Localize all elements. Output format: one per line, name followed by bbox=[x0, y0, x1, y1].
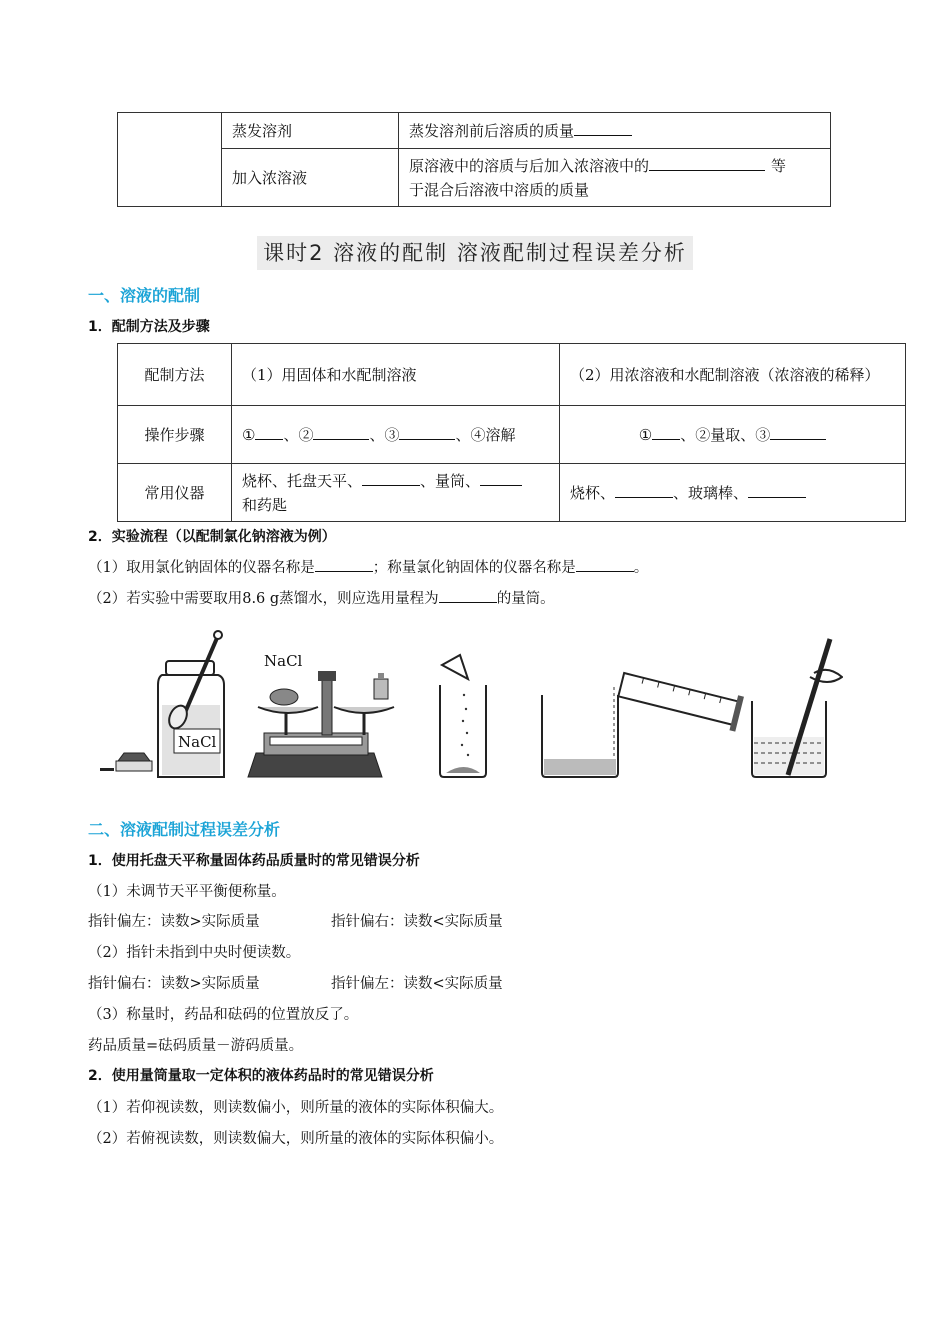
question-text: 。 bbox=[633, 560, 649, 576]
answer-blank[interactable] bbox=[362, 471, 420, 486]
row-label: 常用仪器 bbox=[118, 464, 232, 522]
answer-blank[interactable] bbox=[255, 425, 283, 440]
cell-text: 和药匙 bbox=[242, 495, 288, 514]
cell-text: 、②量取、③ bbox=[680, 425, 771, 444]
text-line: （2）指针未指到中央时便读数。 bbox=[88, 945, 301, 961]
stirring-beaker-icon bbox=[752, 639, 842, 777]
subheading: 2．使用量筒量取一定体积的液体药品时的常见错误分析 bbox=[88, 1068, 434, 1084]
cell-text: 烧杯、 bbox=[570, 483, 616, 502]
text-line: （1）未调节天平平衡便称量。 bbox=[88, 884, 286, 900]
answer-blank[interactable] bbox=[652, 425, 680, 440]
reagent-jar-icon bbox=[100, 631, 224, 777]
desc-text: 原溶液中的溶质与后加入浓溶液中的 bbox=[409, 156, 650, 175]
answer-blank[interactable] bbox=[480, 471, 522, 486]
answer-blank[interactable] bbox=[574, 121, 632, 136]
desc-cell bbox=[399, 113, 831, 149]
subheading: 2．实验流程（以配制氯化钠溶液为例） bbox=[88, 529, 336, 545]
text-line: 药品质量=砝码质量－游码质量。 bbox=[88, 1038, 304, 1054]
row-label: 操作步骤 bbox=[118, 406, 232, 464]
answer-blank[interactable] bbox=[399, 425, 455, 440]
question-1 bbox=[88, 556, 648, 577]
cell-text: 、② bbox=[283, 425, 314, 444]
subheading: 1．使用托盘天平称量固体药品质量时的常见错误分析 bbox=[88, 853, 420, 869]
table-cell: （1）用固体和水配制溶液 bbox=[232, 344, 560, 406]
method-cell: 加入浓溶液 bbox=[222, 149, 399, 207]
cell-text: 、量筒、 bbox=[420, 471, 481, 490]
desc-text: 蒸发溶剂前后溶质的质量 bbox=[409, 121, 575, 140]
answer-blank[interactable] bbox=[748, 483, 806, 498]
answer-blank[interactable] bbox=[770, 425, 826, 440]
top-table bbox=[117, 112, 831, 207]
cell-text: ① bbox=[638, 425, 653, 444]
cell-text: 、④溶解 bbox=[455, 425, 516, 444]
question-text: （2）若实验中需要取用8.6 g蒸馏水，则应选用量程为 bbox=[88, 591, 439, 607]
pouring-cylinder-icon bbox=[542, 667, 744, 777]
jar-label: NaCl bbox=[178, 733, 217, 751]
text-line: 指针偏左：读数>实际质量 bbox=[88, 914, 260, 930]
table-cell bbox=[560, 406, 906, 464]
text-line: （2）若俯视读数，则读数偏大，则所量的液体的实际体积偏小。 bbox=[88, 1131, 504, 1147]
empty-cell bbox=[118, 113, 222, 207]
section-heading: 一、溶液的配制 bbox=[88, 286, 201, 305]
method-cell: 蒸发溶剂 bbox=[222, 113, 399, 149]
answer-blank[interactable] bbox=[313, 425, 369, 440]
answer-blank[interactable] bbox=[576, 557, 634, 572]
text-line: （1）若仰视读数，则读数偏小，则所量的液体的实际体积偏大。 bbox=[88, 1100, 504, 1116]
question-2 bbox=[88, 587, 555, 608]
cell-text: 、玻璃棒、 bbox=[673, 483, 749, 502]
section-heading: 二、溶液配制过程误差分析 bbox=[88, 820, 281, 839]
beaker-powder-icon bbox=[440, 655, 486, 777]
text-line: 指针偏右：读数<实际质量 bbox=[331, 914, 503, 930]
subheading: 1．配制方法及步骤 bbox=[88, 319, 210, 335]
table-cell bbox=[560, 464, 906, 522]
cell-text: ① bbox=[242, 425, 256, 444]
lesson-title: 课时2 溶液的配制 溶液配制过程误差分析 bbox=[257, 236, 693, 270]
desc-text: 等 bbox=[771, 156, 787, 175]
question-text: 的量筒。 bbox=[496, 591, 555, 607]
answer-blank[interactable] bbox=[315, 557, 373, 572]
method-table bbox=[117, 343, 906, 522]
text-line: 指针偏右：读数>实际质量 bbox=[88, 976, 260, 992]
answer-blank[interactable] bbox=[649, 156, 765, 171]
table-cell: （2）用浓溶液和水配制溶液（浓溶液的稀释） bbox=[560, 344, 906, 406]
question-text: （1）取用氯化钠固体的仪器名称是 bbox=[88, 560, 315, 576]
text-line: （3）称量时，药品和砝码的位置放反了。 bbox=[88, 1007, 359, 1023]
desc-text: 于混合后溶液中溶质的质量 bbox=[409, 180, 590, 199]
balance-label: NaCl bbox=[264, 652, 303, 670]
table-cell bbox=[232, 464, 560, 522]
table-cell bbox=[232, 406, 560, 464]
text-line: 指针偏左：读数<实际质量 bbox=[331, 976, 503, 992]
answer-blank[interactable] bbox=[439, 588, 497, 603]
cell-text: 烧杯、托盘天平、 bbox=[242, 471, 363, 490]
cell-text: 、③ bbox=[369, 425, 400, 444]
row-label: 配制方法 bbox=[118, 344, 232, 406]
answer-blank[interactable] bbox=[615, 483, 673, 498]
experiment-figure bbox=[98, 625, 843, 785]
desc-cell bbox=[399, 149, 831, 207]
balance-icon bbox=[248, 652, 394, 777]
question-text: ；称量氯化钠固体的仪器名称是 bbox=[372, 560, 576, 576]
